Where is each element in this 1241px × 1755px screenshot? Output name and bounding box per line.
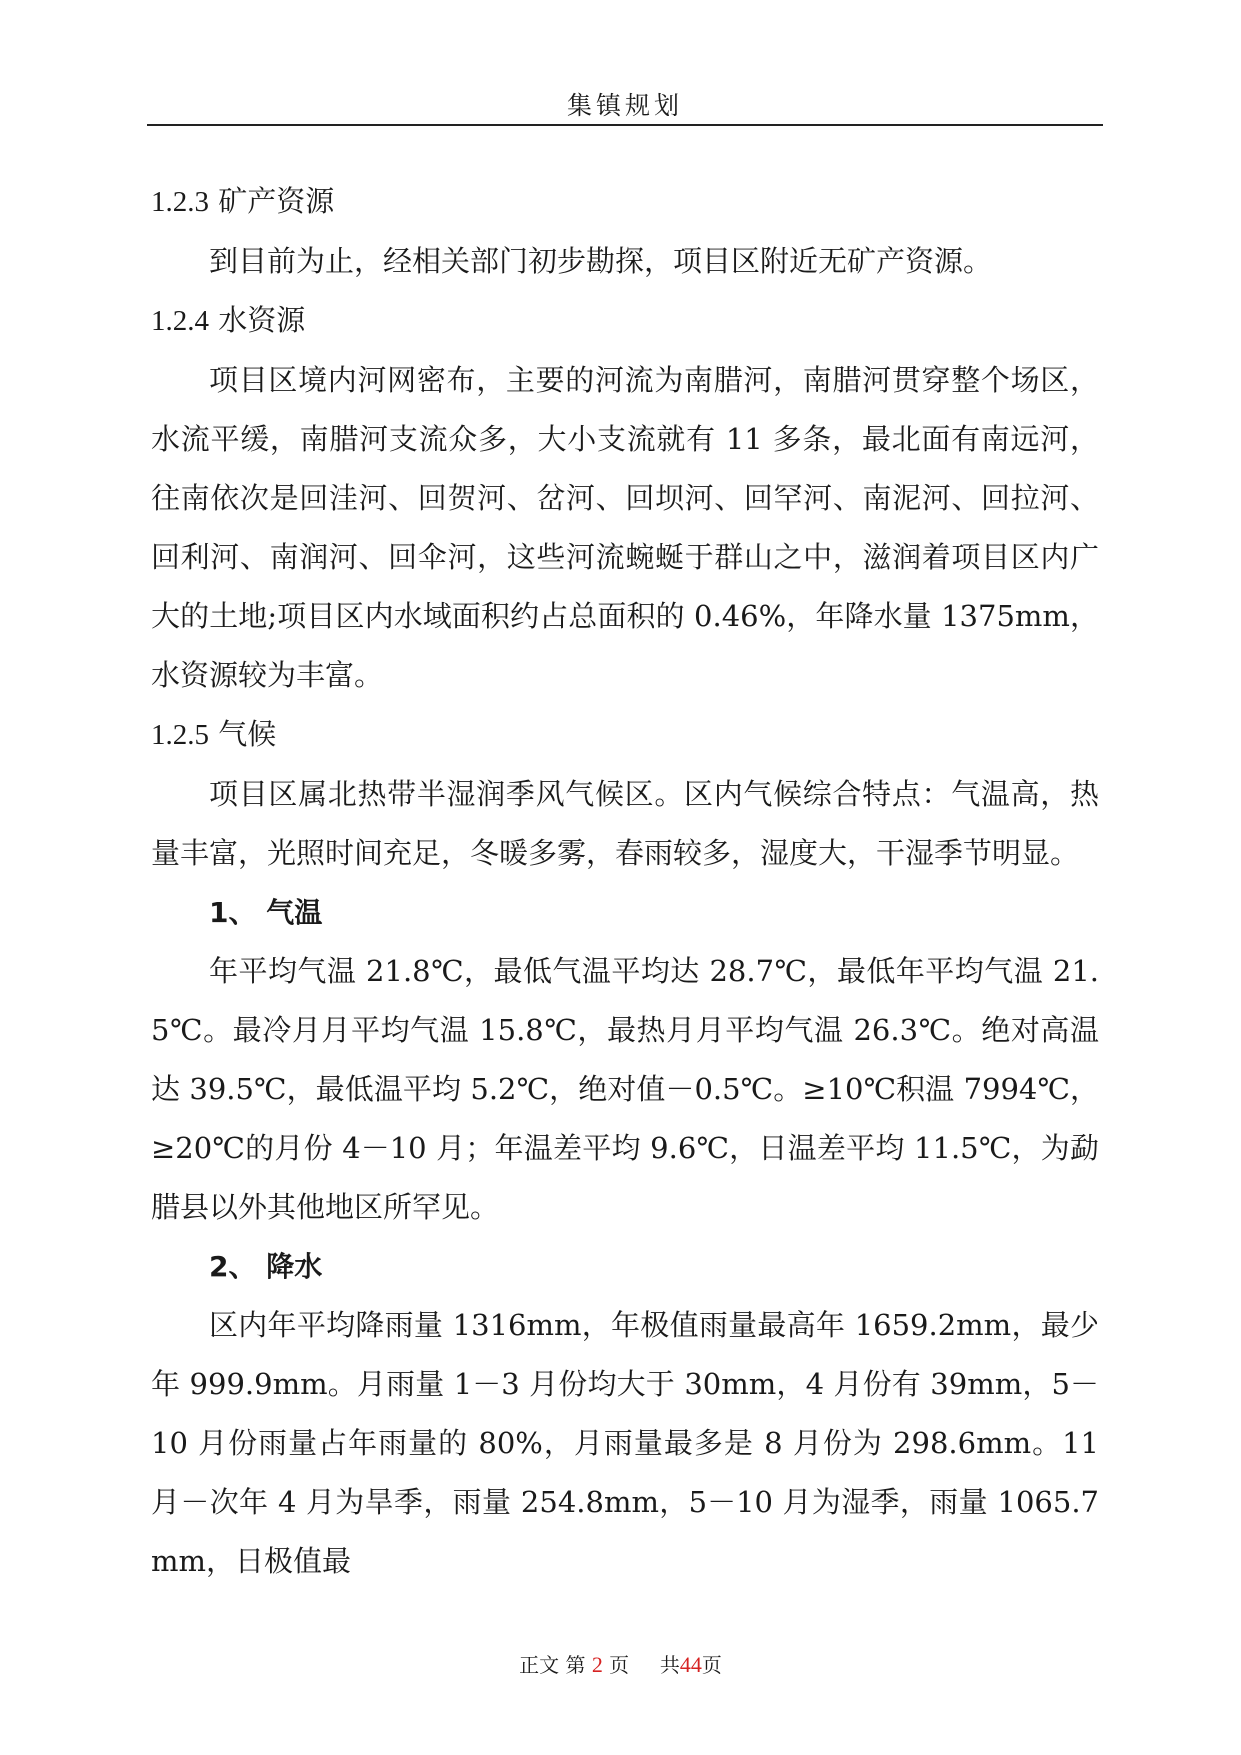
footer-total-suffix: 页 bbox=[701, 1653, 722, 1677]
section-title: 矿产资源 bbox=[218, 184, 335, 218]
section-heading-mineral bbox=[151, 172, 1099, 232]
subsection-heading-temperature: 1、 气温 bbox=[209, 896, 323, 929]
paragraph: 到目前为止，经相关部门初步勘探，项目区附近无矿产资源。 bbox=[209, 244, 993, 278]
section-number: 1.2.3 bbox=[151, 186, 209, 218]
footer-page-suffix: 页 bbox=[609, 1653, 630, 1677]
section-title: 水资源 bbox=[218, 303, 306, 337]
footer-prefix: 正文 第 bbox=[519, 1653, 586, 1677]
page-header-title: 集镇规划 bbox=[566, 91, 683, 120]
header-divider bbox=[147, 124, 1103, 126]
section-heading-climate bbox=[151, 705, 1099, 765]
document-body bbox=[151, 172, 1099, 1591]
total-pages: 44 bbox=[679, 1652, 702, 1677]
paragraph: 年平均气温 21.8℃，最低气温平均达 28.7℃，最低年平均气温 21.5℃。最冷月月平均气温 15.8℃，最热月月平均气温 26.3℃。绝对高温达 39.5℃，最低温平均 5.2℃，绝对值－0.5℃。≥10℃积温 7994℃，≥20℃的月份 4－10 月；年温差平均 9.6℃，日温差平均 11.5℃，为勐腊县以外其他地区所罕见。 bbox=[151, 954, 1099, 1224]
page-number: 2 bbox=[591, 1652, 603, 1677]
paragraph: 项目区境内河网密布，主要的河流为南腊河，南腊河贯穿整个场区，水流平缓，南腊河支流众多，大小支流就有 11 多条，最北面有南远河，往南依次是回洼河、回贺河、岔河、回坝河、回罕河、南泥河、回拉河、回利河、南润河、回伞河，这些河流蜿蜒于群山之中，滋润着项目区内广大的土地;项目区内水域面积约占总面积的 0.46%，年降水量 1375mm，水资源较为丰富。 bbox=[151, 363, 1099, 692]
paragraph: 项目区属北热带半湿润季风气候区。区内气候综合特点：气温高，热量丰富，光照时间充足，冬暖多雾，春雨较多，湿度大，干湿季节明显。 bbox=[151, 777, 1099, 870]
subsection-heading-precipitation: 2、 降水 bbox=[209, 1250, 323, 1283]
footer-total-prefix: 共 bbox=[659, 1653, 680, 1677]
section-heading-water bbox=[151, 291, 1099, 351]
page-footer bbox=[0, 1651, 1241, 1679]
section-number: 1.2.5 bbox=[151, 719, 209, 751]
section-title: 气候 bbox=[218, 717, 277, 751]
section-number: 1.2.4 bbox=[151, 305, 209, 337]
paragraph: 区内年平均降雨量 1316mm，年极值雨量最高年 1659.2mm，最少年 999.9mm。月雨量 1－3 月份均大于 30mm，4 月份有 39mm，5－10 月份雨量占年雨量的 80%，月雨量最多是 8 月份为 298.6mm。11 月－次年 4 月为旱季，雨量 254.8mm，5－10 月为湿季，雨量 1065.7mm，日极值最 bbox=[151, 1308, 1099, 1578]
